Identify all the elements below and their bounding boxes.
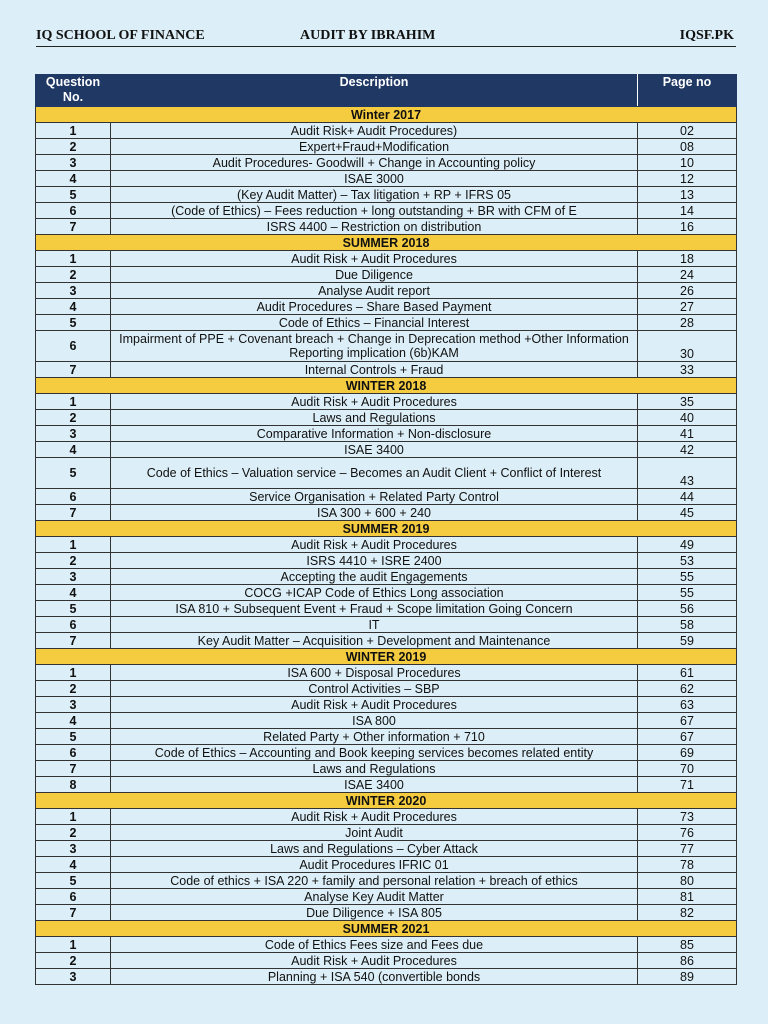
question-number: 2 bbox=[36, 410, 111, 426]
table-row bbox=[36, 505, 737, 521]
page-number: 56 bbox=[638, 601, 737, 617]
table-row bbox=[36, 219, 737, 235]
section-title: SUMMER 2018 bbox=[36, 235, 737, 251]
description: Due Diligence + ISA 805 bbox=[111, 905, 638, 921]
description: Audit Procedures- Goodwill + Change in Accounting policy bbox=[111, 155, 638, 171]
description: Code of Ethics – Accounting and Book keeping services becomes related entity bbox=[111, 745, 638, 761]
question-number: 3 bbox=[36, 569, 111, 585]
table-row bbox=[36, 681, 737, 697]
table-row bbox=[36, 426, 737, 442]
description: ISA 600 + Disposal Procedures bbox=[111, 665, 638, 681]
question-number: 3 bbox=[36, 841, 111, 857]
page-number: 80 bbox=[638, 873, 737, 889]
section-header-row bbox=[36, 378, 737, 394]
question-number: 4 bbox=[36, 585, 111, 601]
page-number: 14 bbox=[638, 203, 737, 219]
column-header-description: Description bbox=[111, 75, 638, 107]
description: Due Diligence bbox=[111, 267, 638, 283]
question-number: 2 bbox=[36, 139, 111, 155]
question-number: 5 bbox=[36, 458, 111, 489]
question-number: 7 bbox=[36, 362, 111, 378]
section-title: WINTER 2019 bbox=[36, 649, 737, 665]
question-number: 6 bbox=[36, 203, 111, 219]
table-row bbox=[36, 362, 737, 378]
page-number: 24 bbox=[638, 267, 737, 283]
section-header-row bbox=[36, 793, 737, 809]
page-number: 82 bbox=[638, 905, 737, 921]
page-number: 85 bbox=[638, 937, 737, 953]
table-row bbox=[36, 825, 737, 841]
description: ISA 300 + 600 + 240 bbox=[111, 505, 638, 521]
table-row bbox=[36, 777, 737, 793]
question-number: 4 bbox=[36, 442, 111, 458]
question-number: 3 bbox=[36, 283, 111, 299]
question-number: 6 bbox=[36, 617, 111, 633]
table-row bbox=[36, 953, 737, 969]
table-row bbox=[36, 809, 737, 825]
description: (Key Audit Matter) – Tax litigation + RP + IFRS 05 bbox=[111, 187, 638, 203]
question-number: 3 bbox=[36, 969, 111, 985]
page-number: 02 bbox=[638, 123, 737, 139]
description: Related Party + Other information + 710 bbox=[111, 729, 638, 745]
page-number: 13 bbox=[638, 187, 737, 203]
question-number: 7 bbox=[36, 219, 111, 235]
page-number: 45 bbox=[638, 505, 737, 521]
question-number: 2 bbox=[36, 953, 111, 969]
description: IT bbox=[111, 617, 638, 633]
table-row bbox=[36, 123, 737, 139]
contents-table bbox=[35, 74, 737, 985]
question-number: 8 bbox=[36, 777, 111, 793]
page-number: 33 bbox=[638, 362, 737, 378]
page-number: 67 bbox=[638, 729, 737, 745]
page-number: 67 bbox=[638, 713, 737, 729]
question-number: 2 bbox=[36, 553, 111, 569]
table-row bbox=[36, 713, 737, 729]
table-header-row bbox=[36, 75, 737, 107]
page-number: 76 bbox=[638, 825, 737, 841]
question-number: 6 bbox=[36, 331, 111, 362]
question-number: 5 bbox=[36, 315, 111, 331]
description: Code of ethics + ISA 220 + family and personal relation + breach of ethics bbox=[111, 873, 638, 889]
description: Planning + ISA 540 (convertible bonds bbox=[111, 969, 638, 985]
question-number: 2 bbox=[36, 681, 111, 697]
section-header-row bbox=[36, 235, 737, 251]
page-number: 61 bbox=[638, 665, 737, 681]
question-number: 3 bbox=[36, 697, 111, 713]
page-number: 08 bbox=[638, 139, 737, 155]
question-number: 6 bbox=[36, 489, 111, 505]
question-number: 1 bbox=[36, 251, 111, 267]
description: Laws and Regulations bbox=[111, 410, 638, 426]
table-row bbox=[36, 155, 737, 171]
table-row bbox=[36, 251, 737, 267]
page-number: 55 bbox=[638, 569, 737, 585]
question-number: 1 bbox=[36, 537, 111, 553]
question-number: 1 bbox=[36, 123, 111, 139]
question-number: 1 bbox=[36, 809, 111, 825]
table-row bbox=[36, 458, 737, 489]
table-row bbox=[36, 857, 737, 873]
page-number: 73 bbox=[638, 809, 737, 825]
page-number: 35 bbox=[638, 394, 737, 410]
description: ISA 800 bbox=[111, 713, 638, 729]
page-number: 59 bbox=[638, 633, 737, 649]
page-number: 43 bbox=[638, 458, 737, 489]
table-row bbox=[36, 267, 737, 283]
table-row bbox=[36, 889, 737, 905]
school-name: IQ SCHOOL OF FINANCE bbox=[36, 28, 205, 43]
page-number: 30 bbox=[638, 331, 737, 362]
website: IQSF.PK bbox=[679, 28, 734, 43]
description: Audit Risk+ Audit Procedures) bbox=[111, 123, 638, 139]
section-title: WINTER 2018 bbox=[36, 378, 737, 394]
description: Audit Risk + Audit Procedures bbox=[111, 953, 638, 969]
page-number: 63 bbox=[638, 697, 737, 713]
question-number: 4 bbox=[36, 171, 111, 187]
table-row bbox=[36, 873, 737, 889]
description: Control Activities – SBP bbox=[111, 681, 638, 697]
question-number: 6 bbox=[36, 889, 111, 905]
description: Code of Ethics Fees size and Fees due bbox=[111, 937, 638, 953]
page-number: 89 bbox=[638, 969, 737, 985]
description: Joint Audit bbox=[111, 825, 638, 841]
question-number: 7 bbox=[36, 505, 111, 521]
page-number: 78 bbox=[638, 857, 737, 873]
page-number: 18 bbox=[638, 251, 737, 267]
description: Analyse Audit report bbox=[111, 283, 638, 299]
page-number: 42 bbox=[638, 442, 737, 458]
table-row bbox=[36, 442, 737, 458]
table-body bbox=[36, 107, 737, 985]
description: Audit Risk + Audit Procedures bbox=[111, 697, 638, 713]
question-number: 1 bbox=[36, 937, 111, 953]
description: Service Organisation + Related Party Control bbox=[111, 489, 638, 505]
table-row bbox=[36, 299, 737, 315]
column-header-page: Page no bbox=[638, 75, 737, 107]
page-number: 28 bbox=[638, 315, 737, 331]
description: Audit Risk + Audit Procedures bbox=[111, 809, 638, 825]
table-row bbox=[36, 537, 737, 553]
section-header-row bbox=[36, 649, 737, 665]
page-number: 86 bbox=[638, 953, 737, 969]
table-row bbox=[36, 601, 737, 617]
section-title: WINTER 2020 bbox=[36, 793, 737, 809]
page-number: 77 bbox=[638, 841, 737, 857]
question-number: 7 bbox=[36, 905, 111, 921]
page-number: 49 bbox=[638, 537, 737, 553]
question-number: 1 bbox=[36, 394, 111, 410]
table-row bbox=[36, 410, 737, 426]
description: Audit Procedures IFRIC 01 bbox=[111, 857, 638, 873]
page-number: 40 bbox=[638, 410, 737, 426]
section-header-row bbox=[36, 107, 737, 123]
page-number: 81 bbox=[638, 889, 737, 905]
table-row bbox=[36, 585, 737, 601]
question-number: 2 bbox=[36, 267, 111, 283]
page-number: 10 bbox=[638, 155, 737, 171]
document-title: AUDIT BY IBRAHIM bbox=[300, 28, 436, 43]
page-number: 70 bbox=[638, 761, 737, 777]
description: ISAE 3400 bbox=[111, 777, 638, 793]
section-title: Winter 2017 bbox=[36, 107, 737, 123]
page-number: 58 bbox=[638, 617, 737, 633]
table-row bbox=[36, 553, 737, 569]
description: ISAE 3400 bbox=[111, 442, 638, 458]
question-number: 5 bbox=[36, 729, 111, 745]
question-number: 3 bbox=[36, 155, 111, 171]
table-row bbox=[36, 745, 737, 761]
section-header-row bbox=[36, 921, 737, 937]
table-row bbox=[36, 331, 737, 362]
question-number: 7 bbox=[36, 633, 111, 649]
question-number: 3 bbox=[36, 426, 111, 442]
page-number: 53 bbox=[638, 553, 737, 569]
description: Audit Risk + Audit Procedures bbox=[111, 394, 638, 410]
question-number: 5 bbox=[36, 187, 111, 203]
table-row bbox=[36, 665, 737, 681]
page-number: 41 bbox=[638, 426, 737, 442]
page-number: 71 bbox=[638, 777, 737, 793]
table-row bbox=[36, 633, 737, 649]
page-header bbox=[36, 28, 736, 47]
question-number: 1 bbox=[36, 665, 111, 681]
description: Expert+Fraud+Modification bbox=[111, 139, 638, 155]
description: Audit Procedures – Share Based Payment bbox=[111, 299, 638, 315]
section-title: SUMMER 2021 bbox=[36, 921, 737, 937]
question-number: 2 bbox=[36, 825, 111, 841]
description: Impairment of PPE + Covenant breach + Change in Deprecation method +Other Information Reporting implication (6b)KAM bbox=[111, 331, 638, 362]
table-row bbox=[36, 569, 737, 585]
question-number: 5 bbox=[36, 873, 111, 889]
description: ISRS 4410 + ISRE 2400 bbox=[111, 553, 638, 569]
page-number: 62 bbox=[638, 681, 737, 697]
description: Laws and Regulations bbox=[111, 761, 638, 777]
table-row bbox=[36, 969, 737, 985]
description: COCG +ICAP Code of Ethics Long association bbox=[111, 585, 638, 601]
table-row bbox=[36, 171, 737, 187]
table-row bbox=[36, 203, 737, 219]
description: ISRS 4400 – Restriction on distribution bbox=[111, 219, 638, 235]
table-row bbox=[36, 905, 737, 921]
question-number: 6 bbox=[36, 745, 111, 761]
page-number: 69 bbox=[638, 745, 737, 761]
table-row bbox=[36, 394, 737, 410]
question-number: 5 bbox=[36, 601, 111, 617]
question-number: 4 bbox=[36, 299, 111, 315]
question-number: 4 bbox=[36, 713, 111, 729]
table-row bbox=[36, 761, 737, 777]
table-row bbox=[36, 489, 737, 505]
section-title: SUMMER 2019 bbox=[36, 521, 737, 537]
description: ISA 810 + Subsequent Event + Fraud + Scope limitation Going Concern bbox=[111, 601, 638, 617]
table-row bbox=[36, 617, 737, 633]
page-number: 44 bbox=[638, 489, 737, 505]
description: Accepting the audit Engagements bbox=[111, 569, 638, 585]
description: Audit Risk + Audit Procedures bbox=[111, 251, 638, 267]
table-row bbox=[36, 283, 737, 299]
table-row bbox=[36, 841, 737, 857]
table-row bbox=[36, 729, 737, 745]
description: Audit Risk + Audit Procedures bbox=[111, 537, 638, 553]
description: Comparative Information + Non-disclosure bbox=[111, 426, 638, 442]
description: Code of Ethics – Financial Interest bbox=[111, 315, 638, 331]
table-row bbox=[36, 697, 737, 713]
description: Key Audit Matter – Acquisition + Development and Maintenance bbox=[111, 633, 638, 649]
table-row bbox=[36, 139, 737, 155]
page-number: 16 bbox=[638, 219, 737, 235]
page-number: 26 bbox=[638, 283, 737, 299]
description: Laws and Regulations – Cyber Attack bbox=[111, 841, 638, 857]
question-number: 7 bbox=[36, 761, 111, 777]
description: ISAE 3000 bbox=[111, 171, 638, 187]
page-number: 12 bbox=[638, 171, 737, 187]
page-number: 55 bbox=[638, 585, 737, 601]
description: Analyse Key Audit Matter bbox=[111, 889, 638, 905]
question-number: 4 bbox=[36, 857, 111, 873]
column-header-question: Question No. bbox=[36, 75, 111, 107]
page-number: 27 bbox=[638, 299, 737, 315]
table-row bbox=[36, 315, 737, 331]
table-row bbox=[36, 937, 737, 953]
table-row bbox=[36, 187, 737, 203]
section-header-row bbox=[36, 521, 737, 537]
description: Code of Ethics – Valuation service – Becomes an Audit Client + Conflict of Interest bbox=[111, 458, 638, 489]
description: (Code of Ethics) – Fees reduction + long outstanding + BR with CFM of E bbox=[111, 203, 638, 219]
description: Internal Controls + Fraud bbox=[111, 362, 638, 378]
